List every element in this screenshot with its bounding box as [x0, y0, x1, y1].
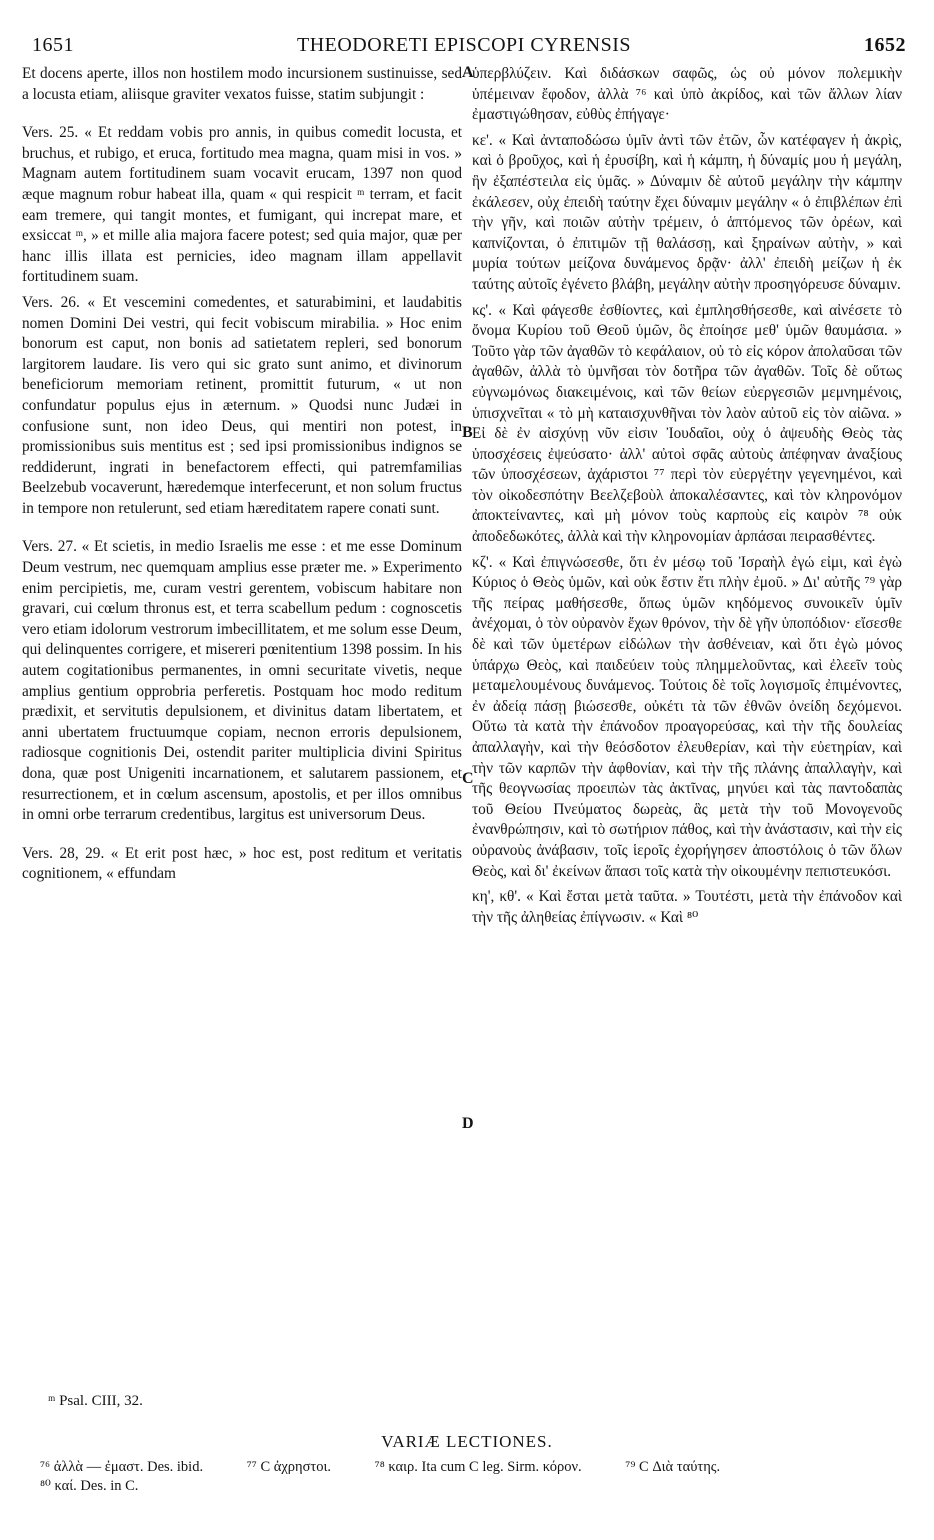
section-marker-c: C: [462, 770, 474, 787]
variae-line: [40, 1477, 900, 1496]
section-marker-b: B: [462, 424, 473, 441]
variant-reading: ⁷⁶ ἀλλὰ — ἐμαστ. Des. ibid.: [40, 1459, 204, 1475]
running-title: THEODORETI EPISCOPI CYRENSIS: [296, 34, 632, 56]
latin-paragraph: Vers. 26. « Et vescemini comedentes, et saturabimini, et laudabitis nomen Domini Dei vestri, qui fecit vobiscum mirabilia. » Hoc enim bonorum est caput, non bonis ad satietatem repleri, sed bonorum largitorem laudare. Iis vero qui sic grato sunt animo, et divinorum beneficiorum memoriam retinent, promittit futurum, « ut non confundatur populus ejus in æternum. » Quodsi nunc Judæi in confusione sunt, non ideo Deus, qui mentiri non potest, in promissionibus suis mentitus est ; sed ipsi promissionibus indignos se reddiderunt, ingrati in benefactorem effecti, qui patremfamilias Beelzebub vocaverunt, hæredemque interfecerunt, et non solum fructus in tempore non retulerunt, sed etiam hæreditatem rapere conati sunt.: [22, 293, 462, 517]
latin-paragraph: Vers. 25. « Et reddam vobis pro annis, in quibus comedit locusta, et bruchus, et rubigo, et eruca, fortitudo mea magna, quam misi in vos. » Magnam autem fortitudinem suam vocavit erucam, 1397 non quod æque magnum robur habeat illa, quam « qui respicit ᵐ terram, et facit eam tremere, qui tangit montes, et fumigant, qui increpat mare, et exsiccat ᵐ, » et mille alia majora facere potest; sed quia major, quæ per hanc illis illata est pernicies, ideo magnam illam appellavit fortitudinem suam.: [22, 124, 462, 286]
section-marker-a: A: [462, 64, 474, 81]
latin-paragraph: Vers. 27. « Et scietis, in medio Israelis me esse : et me esse Dominum Deum vestrum, nec quemquam amplius esse præter me. » Experimento enim percipietis, me, curam vestri gerentem, vobiscum habitare non gravari, cui cœlum thronus est, et terra scabellum pedum : cognoscetis vero etiam idolorum vestrorum imbecillitatem, et me solum esse Deum, qui delinquentes corrigere, et misereri pœnitentium 1398 possim. In his autem cogitationibus permanentes, in omni securitate vivetis, neque amplius gentium opprobria perferetis. Postquam hoc modo reditum prædixit, et servitutis depulsionem, et divinitus datam libertatem, et anni ubertatem fructuumque copiam, necnon erroris depulsionem, radiosque cognitionis Dei, ostendit pariter multiplicia divini Spiritus dona, quæ post Unigeniti incarnationem, et salutarem passionem, et resurrectionem, et in cœlum ascensum, apostolis, et per illos omnibus in omni orbe terrarum credentibus, largitus est universorum Deus.: [22, 538, 462, 824]
variant-reading: ⁷⁸ καιρ. Ita cum C leg. Sirm. κόρον.: [374, 1459, 582, 1475]
variant-reading: ⁷⁷ C ἀχρηστοι.: [246, 1459, 332, 1475]
latin-paragraph: Et docens aperte, illos non hostilem modo incursionem sustinuisse, sed a locusta etiam, aliisque graviter vexatos fuisse, statim subjungit :: [22, 65, 462, 103]
variae-line: [40, 1458, 900, 1477]
greek-paragraph: ὑπερβλύζειν. Καὶ διδάσκων σαφῶς, ὡς οὐ μόνον πολεμικὴν ὑπέμειναν ἔφοδον, ἀλλὰ ⁷⁶ καὶ ὑπὸ ἀκρίδος, καὶ τῶν ἄλλων λίαν ἐμαστιγώθησαν, εὐθὺς ἐπήγαγε·: [472, 65, 902, 124]
section-marker-d: D: [462, 1115, 474, 1132]
variae-lectiones: [40, 1458, 900, 1496]
greek-paragraph: κε'. « Καὶ ἀνταποδώσω ὑμῖν ἀντὶ τῶν ἐτῶν, ὧν κατέφαγεν ἡ ἀκρὶς, καὶ ὁ βροῦχος, καὶ ἡ ἐρυσίβη, καὶ ἡ κάμπη, ἡ δύναμίς μου ἡ μεγάλη, ἣν ἐξαπέστειλα εἰς ὑμᾶς. » Δύναμιν δὲ αὐτοῦ μεγάλην τὴν κάμπην ἐκάλεσεν, οὐχ ἐπειδὴ ταύτην ἔχει δύναμιν μεγάλην « ὁ ἐπιβλέπων ἐπὶ τὴν γῆν, καὶ ποιῶν αὐτὴν τρέμειν, ὁ ἁπτόμενος τῶν ὀρέων, καὶ καπνίζονται, ὁ ἐπιτιμῶν τῇ θαλάσσῃ, καὶ ξηραίνων αὐτὴν, » καὶ μυρία τούτων μείζονα δυνάμενος δρᾷν· ἀλλ' ἐπειδὴ μείζων ἡ ἐκ ταύτης αὐτοῖς ἐγένετο βλάβη, μεγάλην αὐτὴν προσηγόρευσε δύναμιν.: [472, 131, 902, 293]
latin-paragraph: Vers. 28, 29. « Et erit post hæc, » hoc est, post reditum et veritatis cognitionem, « effundam: [22, 844, 462, 883]
latin-column: [22, 64, 462, 885]
footnote: ᵐ Psal. CIII, 32.: [48, 1393, 143, 1409]
greek-paragraph: κς'. « Καὶ φάγεσθε ἐσθίοντες, καὶ ἐμπλησθήσεσθε, καὶ αἰνέσετε τὸ ὄνομα Κυρίου τοῦ Θεοῦ ὑμῶν, ὃς ἐποίησε μεθ' ὑμῶν θαυμάσια. » Τοῦτο γὰρ τῶν ἀγαθῶν τὸ κεφάλαιον, οὐ τὸ εἰς κόρον ἀπολαῦσαι τῶν ἀγαθῶν, ἀλλὰ τὸ ὑμνῆσαι τὸν δοτῆρα τῶν ἀγαθῶν. Τοῖς δὲ οὕτως εὐγνωμόνως διακειμένοις, καὶ τῶν θείων εὐεργεσιῶν μεμνημένοις, ὑπισχνεῖται « τὸ μὴ καταισχυνθῆναι τὸν λαὸν αὐτοῦ εἰς τὸν αἰῶνα. » Εἰ δὲ ἐν αἰσχύνῃ νῦν εἰσιν Ἰουδαῖοι, οὐχ ὁ ἀψευδὴς Θεὸς τὰς ὑποσχέσεις ἐψεύσατο· ἀλλ' αὐτοὶ σφᾶς αὐτοὺς ἀπέφηναν ἀναξίους τῶν ὑποσχέσεων, ἀχάριστοι ⁷⁷ περὶ τὸν εὐεργέτην γεγενημένοι, καὶ τὸν οἰκοδεσπότην Βεελζεβοὺλ ἀποκαλέσαντες, καὶ τὸν κληρονόμον ἀποκτείναντες, καὶ μὴ μόνον τοὺς καρποὺς εἰς καιρὸν ⁷⁸ οὐκ ἀποδεδωκότες, ἀλλὰ καὶ τὴν κληρονομίαν ἁρπάσαι πειρασθέντες.: [472, 301, 902, 546]
page-number-right: 1652: [864, 34, 906, 56]
greek-paragraph: κη', κθ'. « Καὶ ἔσται μετὰ ταῦτα. » Τουτέστι, μετὰ τὴν ἐπάνοδον καὶ τὴν τῆς ἀληθείας ἐπίγνωσιν. « Καὶ ⁸⁰: [472, 888, 902, 926]
greek-paragraph: κζ'. « Καὶ ἐπιγνώσεσθε, ὅτι ἐν μέσῳ τοῦ Ἰσραὴλ ἐγώ εἰμι, καὶ ἐγὼ Κύριος ὁ Θεὸς ὑμῶν, καὶ οὐκ ἔστιν ἔτι πλὴν ἐμοῦ. » Δι' αὐτῆς ⁷⁹ γὰρ τῆς πείρας μαθήσεσθε, ὅπως ὑμῶν κηδόμενος συνοικεῖν ὑμῖν ἀνέχομαι, ὁ τὸν οὐρανὸν ἔχων θρόνον, τὴν δὲ γῆν ὑποπόδιον· εἴσεσθε δὲ καὶ τῶν ὑμετέρων εἰδώλων τὴν ἀσθένειαν, καὶ ὅτι ἐγὼ μόνος ὑπάρχω Θεὸς, καὶ παιδεύειν τοὺς πλημμελοῦντας, καὶ ἐλεεῖν τοὺς μεταμελουμένους δυνάμενος. Τούτοις δὲ τοῖς λογισμοῖς ἐπιμένοντες, ἐν ἀδείᾳ πάσῃ βιώσεσθε, οὐκέτι τὰ τῶν ἐθνῶν ὀνείδη δεχόμενοι. Οὕτω τὰ κατὰ τὴν ἐπάνοδον προαγορεύσας, καὶ τὴν τῆς δουλείας ἀπαλλαγὴν, καὶ τὴν θεόσδοτον ἐλευθερίαν, καὶ τὴν εὐετηρίαν, καὶ τὴν τῶν καρπῶν τὴν ἀφθονίαν, καὶ τὴν τῆς πλάνης ἀπαλλαγὴν, καὶ τῆς θεογνωσίας προειπὼν τὰς ἀκτῖνας, μηνύει καὶ τὰς παντοδαπὰς τοῦ Θείου Πνεύματος δωρεὰς, ἃς μετὰ τὴν τοῦ Μονογενοῦς ἐνανθρώπησιν, καὶ τὸ σωτήριον πάθος, καὶ τὴν ἀνάστασιν, καὶ τὴν εἰς οὐρανοὺς ἀνάβασιν, τοῖς ἱεροῖς ἐχορήγησεν ἀποστόλοις ὁ τῶν ὅλων Θεὸς, καὶ δι' ἐκείνων ἅπασι τοῖς κατὰ τὴν οἰκουμένην πεπιστευκόσι.: [472, 553, 902, 880]
variant-reading: ⁸⁰ καί. Des. in C.: [40, 1478, 139, 1494]
variae-lectiones-heading: VARIÆ LECTIONES.: [381, 1432, 553, 1451]
page-header: [22, 34, 906, 62]
greek-column: [472, 64, 902, 928]
page-number-left: 1651: [32, 34, 74, 56]
variant-reading: ⁷⁹ C Διὰ ταύτης.: [625, 1459, 721, 1475]
